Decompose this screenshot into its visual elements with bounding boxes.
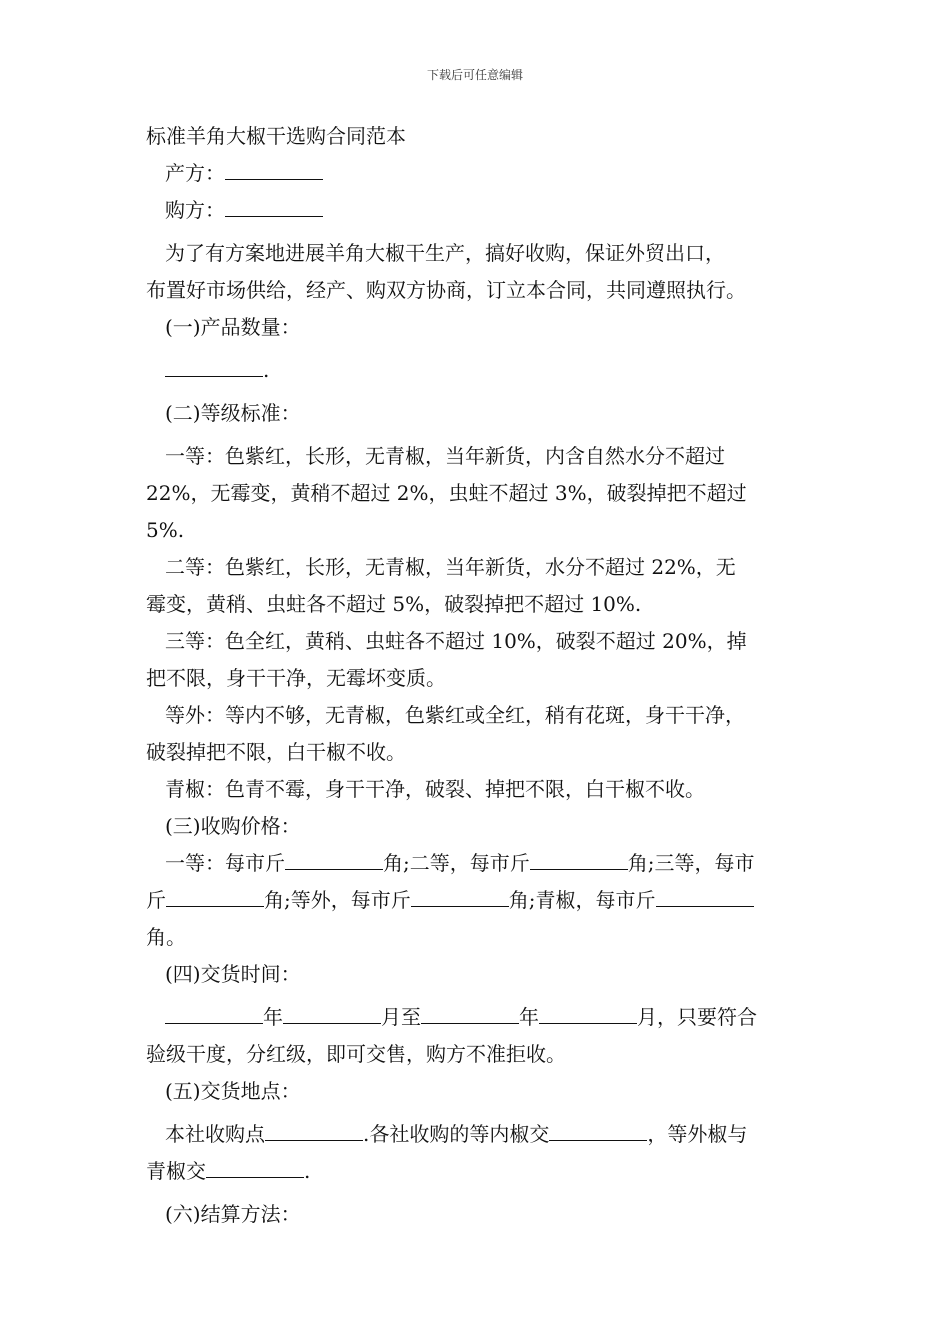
document-body	[146, 118, 816, 1233]
time-blank-1	[165, 1022, 263, 1024]
price-text-a: 一等：每市斤	[165, 851, 285, 875]
grade1-line-2: 22%，无霉变，黄稍不超过 2%，虫蛀不超过 3%，破裂掉把不超过	[146, 481, 747, 505]
time-year-2: 年	[519, 1005, 539, 1029]
section-2-title: (二)等级标准：	[165, 401, 301, 425]
place-blank-3	[206, 1176, 304, 1178]
price-blank-5	[656, 905, 754, 907]
grade3-line-2: 把不限，身干干净，无霉坏变质。	[146, 666, 446, 690]
page-header: 下载后可任意编辑	[426, 68, 523, 82]
grade3-line-1: 三等：色全红，黄稍、虫蛀各不超过 10%，破裂不超过 20%，掉	[165, 629, 747, 653]
price-line-3: 角。	[146, 925, 186, 949]
place-text-e: .	[304, 1159, 311, 1183]
buyer-blank	[225, 215, 323, 217]
grade2-line-1: 二等：色紫红，长形，无青椒，当年新货，水分不超过 22%，无	[165, 555, 736, 579]
price-blank-1	[285, 868, 383, 870]
document-title: 标准羊角大椒干选购合同范本	[146, 124, 406, 148]
grade-out-line-2: 破裂掉把不限，白干椒不收。	[146, 740, 406, 764]
price-text-e: 角;等外，每市斤	[264, 888, 411, 912]
grade1-line-1: 一等：色紫红，长形，无青椒，当年新货，内含自然水分不超过	[165, 444, 725, 468]
time-month-1: 月至	[381, 1005, 421, 1029]
place-text-c: ，等外椒与	[647, 1122, 748, 1146]
time-blank-2	[283, 1022, 381, 1024]
price-blank-4	[411, 905, 509, 907]
section-5-title: (五)交货地点：	[165, 1079, 301, 1103]
section-4-title: (四)交货时间：	[165, 962, 301, 986]
seller-label: 产方：	[165, 161, 225, 185]
price-text-b: 角;二等，每市斤	[383, 851, 530, 875]
place-blank-1	[265, 1139, 363, 1141]
price-text-f: 角;青椒，每市斤	[508, 888, 656, 912]
quantity-blank	[165, 375, 263, 377]
time-line-2: 验级干度，分红级，即可交售，购方不准拒收。	[146, 1042, 566, 1066]
place-line-2	[146, 1153, 816, 1190]
price-text-c: 角;三等，每市	[627, 851, 755, 875]
grade1-line-3: 5%.	[146, 518, 185, 542]
intro-line-2: 布置好市场供给，经产、购双方协商，订立本合同，共同遵照执行。	[146, 278, 746, 302]
grade-green-line: 青椒：色青不霉，身干干净，破裂、掉把不限，白干椒不收。	[165, 777, 705, 801]
section-6-title: (六)结算方法：	[165, 1202, 301, 1226]
time-year-1: 年	[263, 1005, 283, 1029]
place-text-a: 本社收购点	[165, 1122, 265, 1146]
section-3-title: (三)收购价格：	[165, 814, 301, 838]
seller-blank	[225, 178, 323, 180]
time-blank-4	[539, 1022, 637, 1024]
quantity-end: .	[263, 358, 270, 382]
place-blank-2	[549, 1139, 647, 1141]
place-text-d: 青椒交	[146, 1159, 206, 1183]
time-month-2: 月，只要符合	[637, 1005, 757, 1029]
price-blank-2	[530, 868, 628, 870]
grade2-line-2: 霉变，黄稍、虫蛀各不超过 5%，破裂掉把不超过 10%.	[146, 592, 642, 616]
time-blank-3	[421, 1022, 519, 1024]
seller-line	[146, 155, 816, 192]
price-line-1	[146, 845, 816, 882]
quantity-line	[146, 352, 816, 389]
intro-line-1: 为了有方案地进展羊角大椒干生产，搞好收购，保证外贸出口，	[165, 241, 725, 265]
place-line-1	[146, 1116, 816, 1153]
price-blank-3	[166, 905, 264, 907]
buyer-label: 购方：	[165, 198, 225, 222]
price-text-d: 斤	[146, 888, 166, 912]
buyer-line	[146, 192, 816, 229]
section-1-title: (一)产品数量：	[165, 315, 301, 339]
price-line-2	[146, 882, 816, 919]
grade-out-line-1: 等外：等内不够，无青椒，色紫红或全红，稍有花斑，身干干净，	[165, 703, 745, 727]
place-text-b: .各社收购的等内椒交	[363, 1122, 550, 1146]
time-line-1	[146, 999, 816, 1036]
